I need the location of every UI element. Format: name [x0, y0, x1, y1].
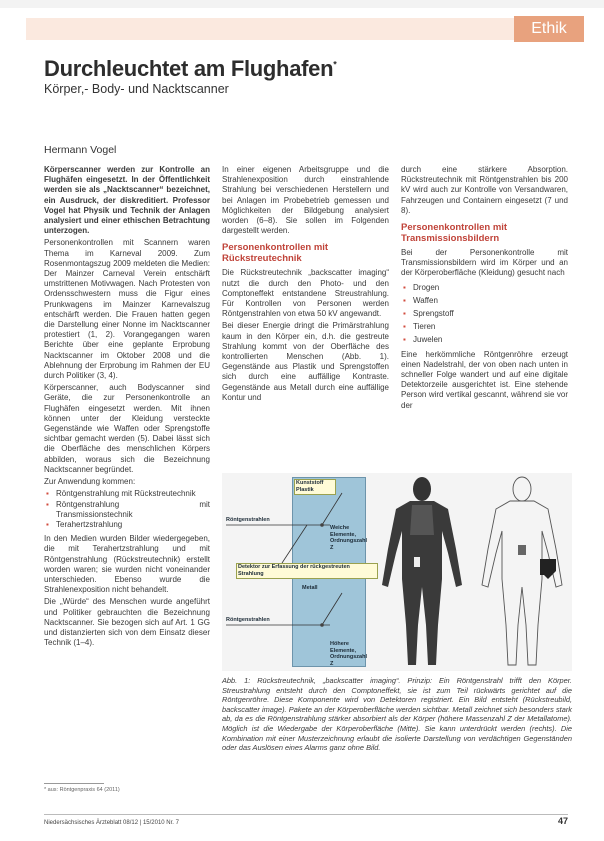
label-xray-bottom: Röntgenstrahlen — [226, 617, 270, 623]
article-title: Durchleuchtet am Flughafen* — [44, 56, 337, 81]
label-metal: Metall — [302, 585, 318, 591]
column-3 — [401, 165, 568, 413]
list-item: ▪ Tieren — [401, 320, 568, 333]
paragraph: In einer eigenen Arbeitsgruppe und die Strahlenexposition durch einstrahlende Strahlung bei verschiedenen Herstellern und bei Anlagen im Probebetrieb gemessen und Möglichkeiten der Bildgebung analysiert worden (6–8). Sie sollen im Folgenden dargestellt werden. — [222, 165, 389, 236]
footer-text: Niedersächsisches Ärzteblatt 08/12 | 15/2010 Nr. 7 — [44, 820, 179, 826]
list-item: ▪ Drogen — [401, 281, 568, 294]
figure-caption: Abb. 1: Rückstreutechnik, „backscatter imaging“. Prinzip: Ein Röntgenstrahl trifft den Körper. Streustrahlung entsteht durch den Comptoneffekt, sie ist zum Teil rückwärts gerichtet auf die Röntgenröhre. Diese Komponente wird von Detektoren registriert. Ein Bild entsteht (Rückstreubild, backscatter image). Pakete an der Körperoberfläche werden sichtbar. Metall zeichnet sich besonders stark ab, da es die Röntgenstrahlung stärker absorbiert als der Körper (höhere Massenzahl Z der Metallatome). Möglich ist die Wiedergabe der Körperoberfläche (Mitte). Sie kann unterdrückt werden (rechts). Die Kombination mit einer Musterzeichnung erlaubt die isolierte Darstellung von verdächtigen Gegenständen oder das Auslösen eines Alarms ganz ohne Bild. — [222, 676, 572, 753]
label-high-elements: Höhere Elemente, Ordnungszahl Z — [330, 641, 367, 667]
page-number: 47 — [557, 816, 568, 826]
bullet-list — [401, 281, 568, 346]
body-outline-image — [474, 475, 570, 669]
section-label: Ethik — [531, 20, 567, 37]
list-item: ▪ Terahertzstrahlung — [44, 520, 210, 530]
paragraph: Die Rückstreutechnik „backscatter imaging“ nutzt die durch den Photo- und den Comptoneffekt entstandene Streustrahlung. Für Kontrollen von Personen werden Röntgenstrahlen von etwa 50 kV angewandt. — [222, 268, 389, 319]
author: Hermann Vogel — [44, 144, 117, 156]
section-bar — [26, 18, 584, 40]
paragraph: Personenkontrollen mit Scannern waren Thema im Karneval 2009. Zum Rosenmontagszug 2009 meldeten die Medien: Der Mainzer Carneval Verein entschärft umstrittenen Motivwagen. Nach Protesten von Ordensschwestern muss die Figur eines Prunkwagens im Mainzer Karnevalszug entschärft werden. Die Frauen hatten gegen die Darstellung einer Nonne im Nacktscanner protestiert (1, 2). Vorangegangen waren Berichte über eine geplante Erprobung Nacktscanner im Oktober 2008 und die Ablehnung der Erprobung im Rahmen der EU durch Politiker (3, 4). — [44, 238, 210, 381]
paragraph: Die „Würde“ des Menschen wurde angeführt und Politiker gebrauchten die Bezeichnung Nacktscanner. Sie bezogen sich auf Art. 1 GG und distanzierten sich von dem Einsatz dieser Technik (1–4). — [44, 597, 210, 648]
footnote: * aus: Röntgenpraxis 64 (2011) — [44, 787, 120, 793]
list-item: ▪ Sprengstoff — [401, 307, 568, 320]
figure-backscatter — [222, 473, 572, 671]
paragraph: Eine herkömmliche Röntgenröhre erzeugt einen Nadelstrahl, der von oben nach unten in schneller Folge wandert und auf eine digitale Detektorzeile ausgerichtet ist. Eine stehende Person wird vertikal gescannt, während sie vor der — [401, 349, 568, 410]
column-1 — [44, 165, 210, 650]
list-item: ▪ Juwelen — [401, 333, 568, 346]
list-item: ▪ Waffen — [401, 294, 568, 307]
section-heading: Personenkontrollen mit Rückstreutechnik — [222, 242, 329, 265]
paragraph: durch eine stärkere Absorption. Rückstreutechnik mit Röntgenstrahlen bis 200 kV wird auch zur Kontrolle von Versandwaren, Fahrzeugen und Containern eingesetzt (7 und 8). — [401, 165, 568, 215]
lead-paragraph: Körperscanner werden zur Kontrolle an Flughäfen eingesetzt. In der Öffentlichkeit werden sie als „Nacktscanner“ bezeichnet, ein Ausdruck, der diskreditiert. Professor Vogel hat Physik und Technik der Anlagen analysiert und einer ethischen Betrachtung unterzogen. — [44, 165, 210, 236]
paragraph: In den Medien wurden Bilder wiedergegeben, die mit Terahertzstrahlung und mit Röntgenstrahlung (Rückstreutechnik) erstellt worden waren; sie wurden nicht voneinander unterschieden. Ebenso wurde die Strahlenexposition nicht behandelt. — [44, 534, 210, 595]
list-item: ▪ Röntgenstrahlung mit Transmissionstechnik — [44, 500, 210, 520]
bullet-list — [44, 489, 210, 530]
label-xray-top: Röntgenstrahlen — [226, 517, 270, 523]
label-detector: Detektor zur Erfassung der rückgestreuten Strahlung — [238, 564, 350, 577]
top-strip — [0, 0, 604, 8]
paragraph: Körperscanner, auch Bodyscanner sind Geräte, die zur Personenkontrolle an Flughäfen eingesetzt werden. Mit ihnen können unter der Kleidung versteckte Gegenstände wie Waffen oder Sprengstoffe sichtbar gemacht werden (5). Dabei lässt sich die Oberfläche des menschlichen Körpers abbilden, woraus sich die Bezeichnung Nacktscanner begründet. — [44, 383, 210, 474]
paragraph: Zur Anwendung kommen: — [44, 477, 136, 487]
footer-rule — [44, 814, 568, 815]
label-plastic: Kunststoff Plastik — [296, 480, 324, 493]
footnote-rule — [44, 783, 104, 784]
column-2 — [222, 165, 389, 405]
backscatter-body-image — [372, 475, 472, 669]
list-item: ▪ Röntgenstrahlung mit Rückstreutechnik — [44, 489, 210, 499]
label-soft-elements: Weiche Elemente, Ordnungszahl Z — [330, 525, 367, 551]
article-subtitle: Körper,- Body- und Nacktscanner — [44, 82, 229, 96]
paragraph: Bei dieser Energie dringt die Primärstrahlung kaum in den Körper ein, d.h. die gestreute Strahlung kommt von der Oberfläche des kontrollierten Menschen (Abb. 1). Gegenstände aus Plastik und Sprengstoffen sich durch eine auffällige Kontraste. Gegenstände aus Metall durch eine auffällige Kontur und — [222, 321, 389, 402]
section-heading: Personenkontrollen mit Transmissionsbildern — [401, 222, 508, 245]
paragraph: Bei der Personenkontrolle mit Transmissionsbildern wird im Körper und an der Körperoberfläche (Kleidung) gesucht nach — [401, 248, 568, 278]
